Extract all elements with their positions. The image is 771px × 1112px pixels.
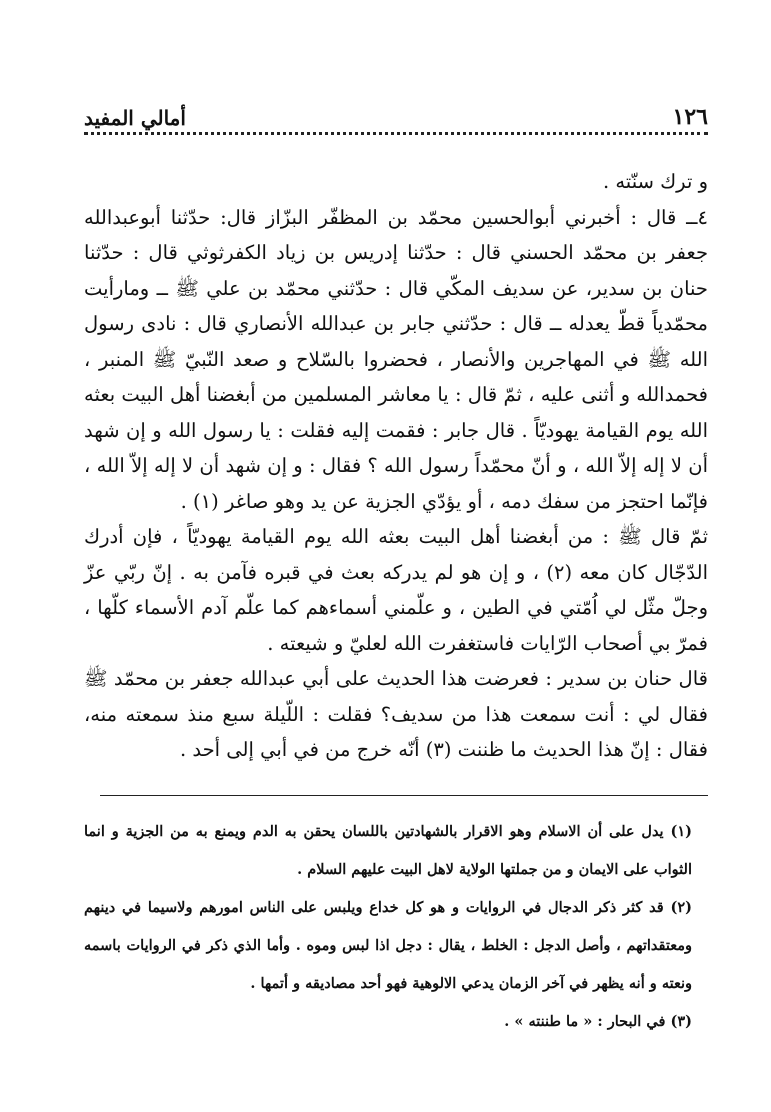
paragraph: ٤ــ قال : أخبرني أبوالحسين محمّد بن المظفّر البزّاز قال: حدّثنا أبوعبدالله جعفر بن محمّد الحسني قال : حدّثنا إدريس بن زياد الكفرثوثي قال : حدّثنا حنان بن سدير، عن سديف المكّي قال : حدّثني محمّد بن علي ﷺ ــ ومارأيت محمّدياً قطّ يعدله ــ قال : حدّثني جابر بن عبدالله الأنصاري قال : نادى رسول الله ﷺ في المهاجرين والأنصار ، فحضروا بالسّلاح و صعد النّبيّ ﷺ المنبر ، فحمدالله و أثنى عليه ، ثمّ قال : يا معاشر المسلمين من أبغضنا أهل البيت بعثه الله يوم القيامة يهوديّاً . قال جابر : فقمت إليه فقلت : يا رسول الله و إن شهد أن لا إله إلاّ الله ، و أنّ محمّداً رسول الله ؟ فقال : و إن شهد أن لا إله إلاّ الله ، فإنّما احتجز من سفك دمه ، أو يؤدّي الجزية عن يد وهو صاغر (١) . bbox=[84, 205, 708, 513]
paragraph: قال حنان بن سدير : فعرضت هذا الحديث على أبي عبدالله جعفر بن محمّد ﷺ فقال لي : أنت سمعت هذا من سديف؟ فقلت : اللّيلة سبع منذ سمعته منه، فقال : إنّ هذا الحديث ما ظننت (٣) أنّه خرج من في أبي إلى أحد . bbox=[84, 667, 708, 761]
main-text bbox=[84, 164, 708, 768]
paragraph: ثمّ قال ﷺ : من أبغضنا أهل البيت بعثه الله يوم القيامة يهوديّاً ، فإن أدرك الدّجّال كان معه (٢) ، و إن هو لم يدركه بعث في قبره فآمن به . إنّ ربّي عزّ وجلّ مثّل لي اُمّتي في الطين ، و علّمني أسماءهم كما علّم آدم الأسماء كلّها ، فمرّ بي أصحاب الرّايات فاستغفرت الله لعليّ و شيعته . bbox=[84, 525, 708, 655]
footnote: (٣) في البحار : « ما طننته » . bbox=[504, 1013, 692, 1030]
footnotes bbox=[84, 813, 692, 1041]
footnote: (١) يدل على أن الاسلام وهو الاقرار بالشهادتين باللسان يحقن به الدم ويمنع به من الجزية و انما الثواب على الايمان و من جملتها الولاية لاهل البيت عليهم السلام . bbox=[84, 823, 692, 878]
paragraph: و ترك سنّته . bbox=[602, 170, 708, 193]
header-dotted-rule bbox=[84, 132, 708, 135]
page-header bbox=[84, 86, 708, 130]
page-number: ١٢٦ bbox=[672, 104, 708, 130]
footnote-rule bbox=[100, 795, 708, 796]
book-page bbox=[84, 86, 708, 1086]
footnote: (٢) قد كثر ذكر الدجال في الروايات و هو كل خداع ويلبس على الناس امورهم ولاسيما في دينهم ومعتقداتهم ، وأصل الدجل : الخلط ، يقال : دجل اذا لبس وموه . وأما الذي ذكر في الروايات باسمه ونعته و أنه يظهر في آخر الزمان يدعي الالوهية فهو أحد مصاديقه و أتمها . bbox=[84, 899, 692, 992]
running-title: أمالي المفيد bbox=[84, 106, 186, 130]
